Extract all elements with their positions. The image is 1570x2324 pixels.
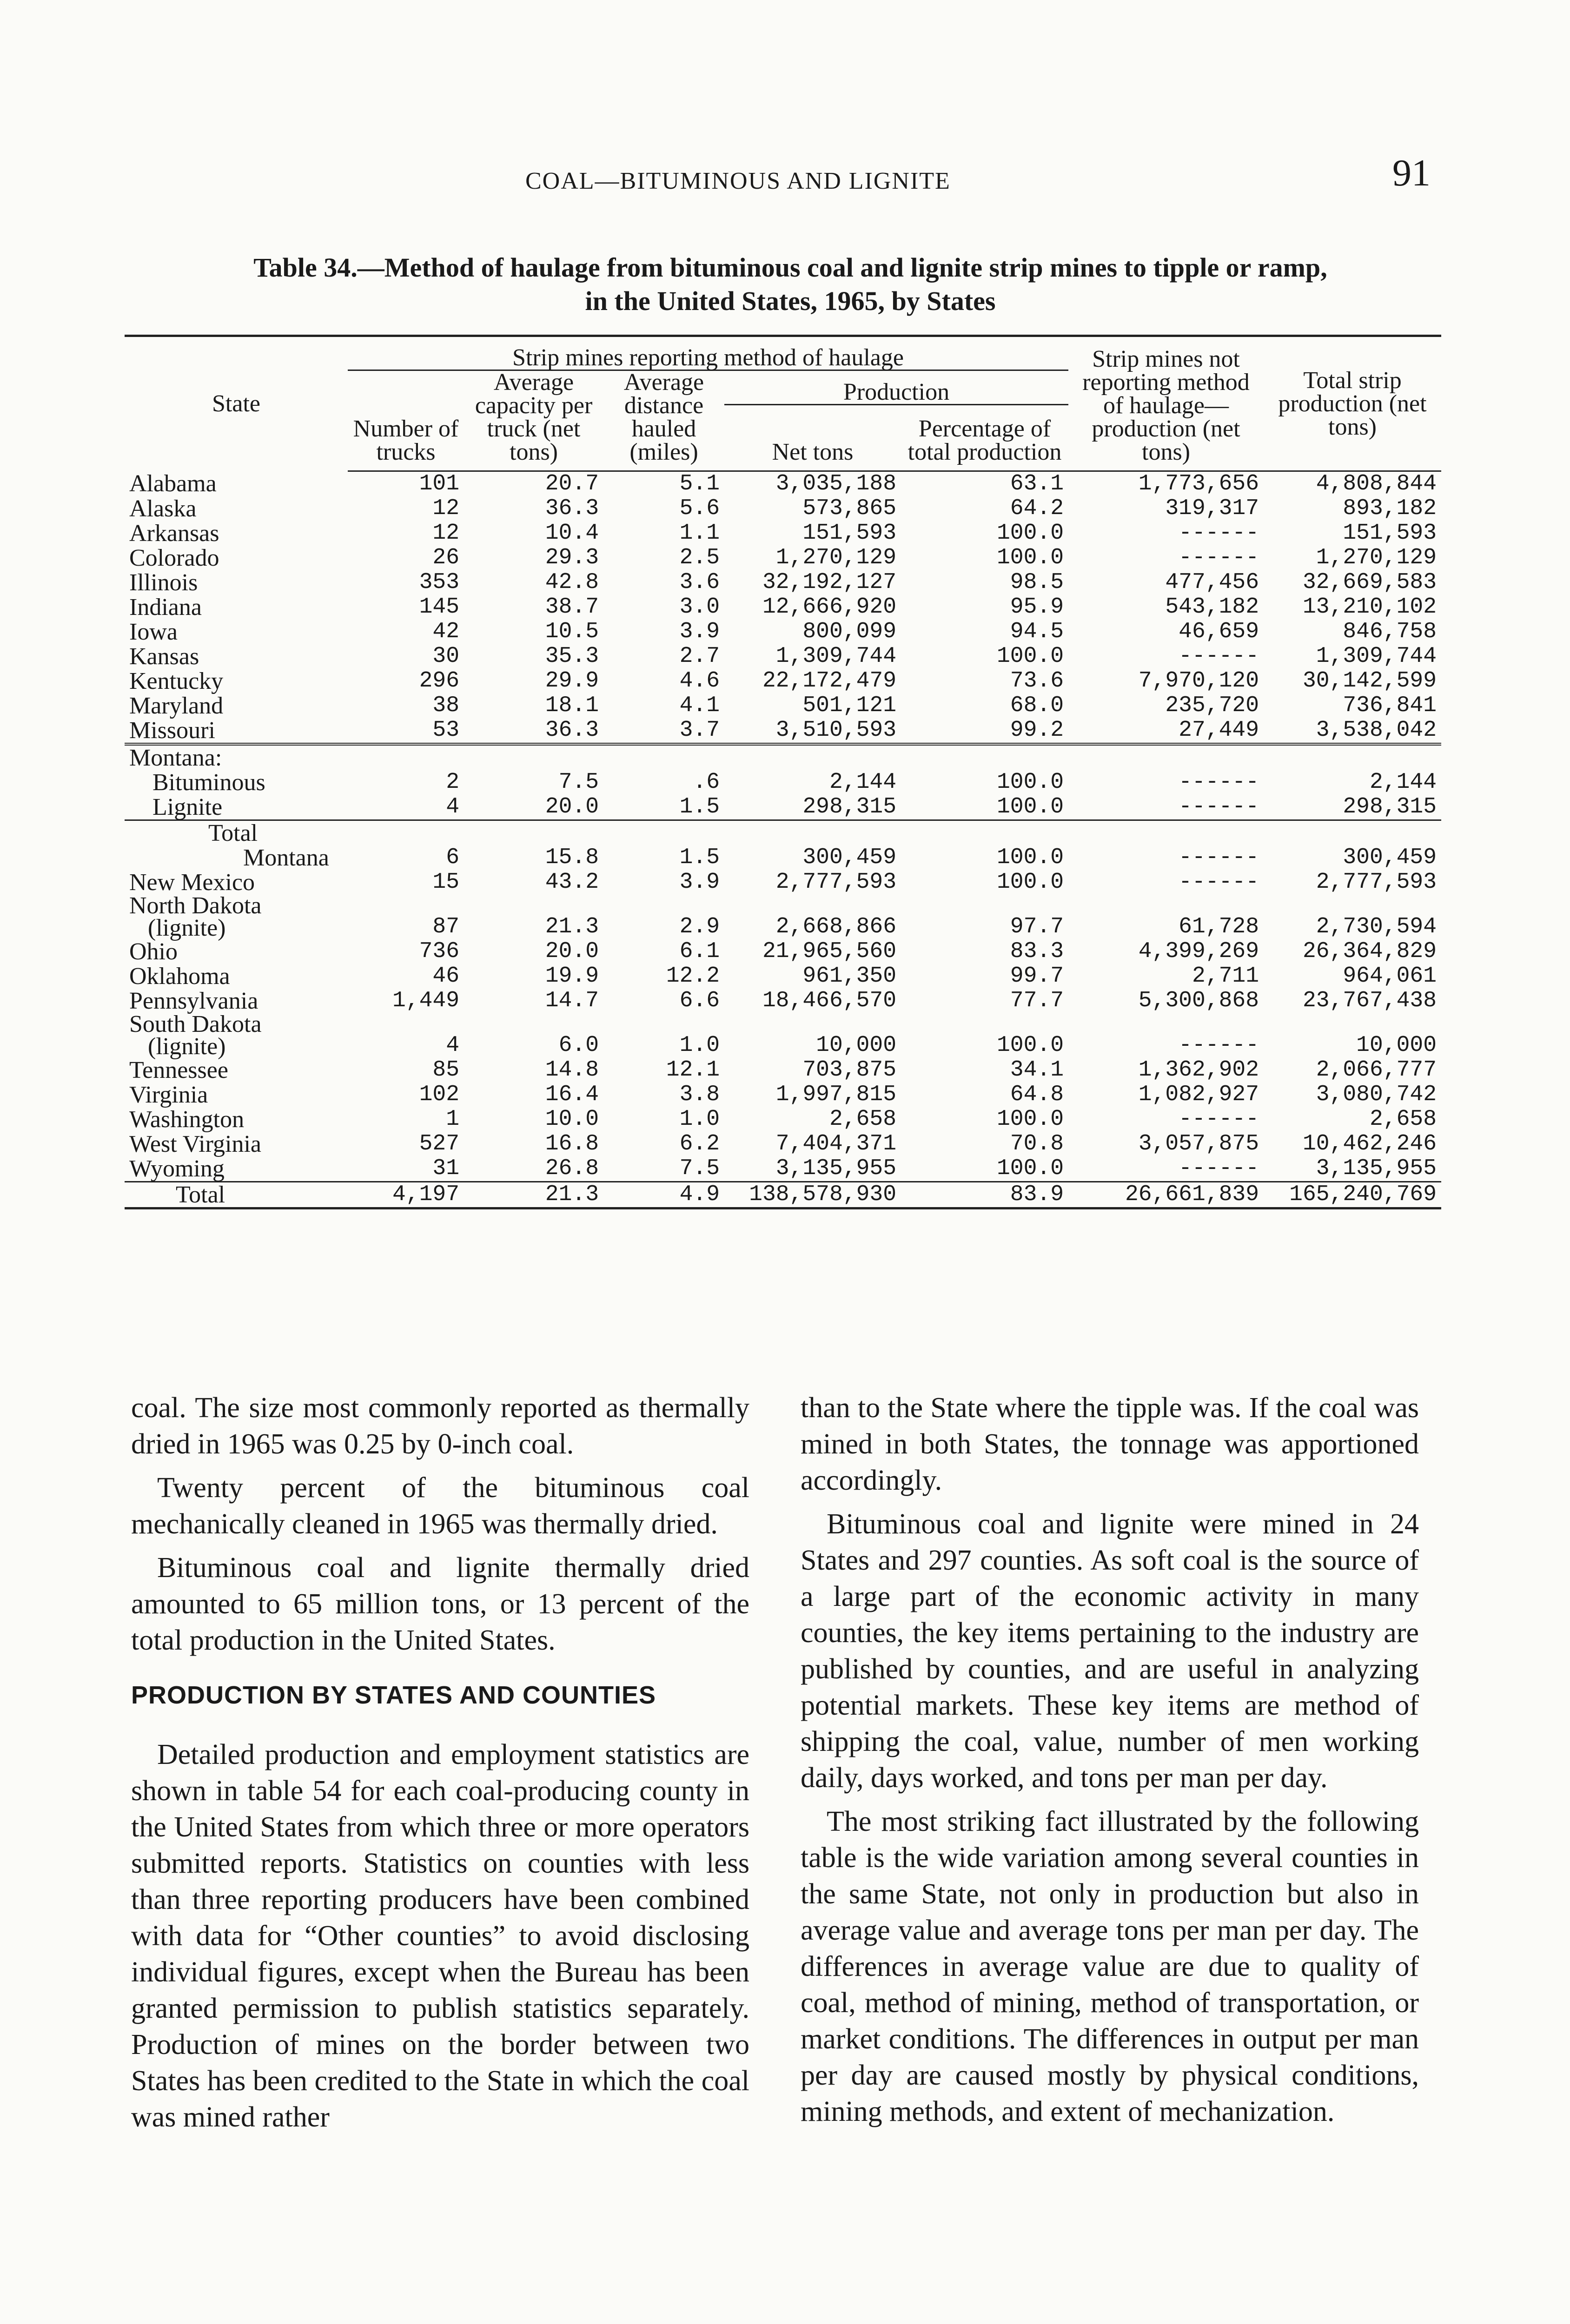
cell-net: 10,000 bbox=[816, 1033, 896, 1058]
state-cell bbox=[125, 644, 348, 669]
cell-total: 1,309,744 bbox=[1316, 644, 1437, 669]
cell-net: 2,668,866 bbox=[775, 914, 896, 939]
cell-dist: 3.7 bbox=[679, 718, 720, 743]
state-cell bbox=[125, 669, 348, 693]
cell-pct: 70.8 bbox=[1010, 1131, 1064, 1156]
montana-total-label-2: Montana bbox=[243, 845, 329, 871]
cell-pct: 99.2 bbox=[1010, 718, 1064, 743]
cell-dist: 3.0 bbox=[679, 594, 720, 620]
cell-dist: 5.6 bbox=[679, 496, 720, 521]
cell-total: 3,538,042 bbox=[1316, 718, 1437, 743]
cell-total: 10,462,246 bbox=[1302, 1131, 1437, 1156]
table-row bbox=[125, 693, 1441, 718]
state-name: North Dakota bbox=[129, 892, 262, 919]
state-name: Tennessee bbox=[129, 1057, 228, 1083]
paragraph: Bituminous coal and lignite were mined in 24 States and 297 counties. As soft coal is the source of a large part of the economic activity in many counties, the key items pertaining to the industry are published by counties, and are useful in analyzing potential markets. These key items are method of shipping the coal, value, number of men working daily, days worked, and tons per man per day. bbox=[801, 1508, 1419, 1794]
cell-notrep: 2,711 bbox=[1192, 964, 1259, 989]
cell-net: 1,270,129 bbox=[775, 545, 896, 570]
state-name: South Dakota bbox=[129, 1011, 262, 1037]
table-row bbox=[125, 964, 1441, 989]
cell-trucks: 6 bbox=[348, 820, 464, 871]
state-cell bbox=[125, 1058, 348, 1083]
cell-cap: 20.0 bbox=[545, 794, 599, 819]
cell-cap: 43.2 bbox=[545, 870, 599, 895]
state-name: New Mexico bbox=[129, 869, 255, 896]
cell-dist: 6.1 bbox=[679, 939, 720, 964]
table-row bbox=[125, 546, 1441, 570]
table-row bbox=[125, 1058, 1441, 1083]
state-subname: (lignite) bbox=[148, 1033, 226, 1060]
caption-line-1: Table 34.—Method of haulage from bituminous coal and lignite strip mines to tipple or ramp, bbox=[253, 252, 1327, 283]
state-name: Alaska bbox=[129, 495, 197, 522]
cell-trucks: 12 bbox=[432, 521, 459, 546]
table-row bbox=[125, 1013, 1441, 1058]
cell-cap: 21.3 bbox=[545, 914, 599, 939]
state-name: Arkansas bbox=[129, 520, 219, 547]
cell-net: 703,875 bbox=[802, 1057, 896, 1083]
state-cell bbox=[125, 1083, 348, 1107]
state-name: Bituminous bbox=[152, 769, 265, 796]
state-name: Iowa bbox=[129, 619, 178, 645]
cell-total: 4,808,844 bbox=[1316, 471, 1437, 496]
cell-notrep: 27,449 bbox=[1179, 718, 1259, 743]
cell-notrep: ------ bbox=[1179, 521, 1259, 546]
grand-total-row bbox=[125, 1182, 1441, 1208]
state-cell bbox=[125, 1182, 348, 1208]
cell-cap: 18.1 bbox=[545, 693, 599, 718]
cell-pct: 64.2 bbox=[1010, 496, 1064, 521]
header-state: State bbox=[125, 336, 348, 471]
table-row bbox=[125, 1107, 1441, 1132]
state-name: Maryland bbox=[129, 693, 224, 719]
table-row bbox=[125, 644, 1441, 669]
cell-cap: 21.3 bbox=[464, 1182, 603, 1208]
table-row bbox=[125, 718, 1441, 744]
cell-dist: 5.1 bbox=[679, 471, 720, 496]
state-cell bbox=[125, 989, 348, 1013]
table-row bbox=[125, 1083, 1441, 1107]
cell-pct: 68.0 bbox=[1010, 693, 1064, 718]
cell-notrep: 235,720 bbox=[1165, 693, 1259, 718]
cell-net: 151,593 bbox=[802, 521, 896, 546]
cell-trucks: 4,197 bbox=[348, 1182, 464, 1208]
cell-dist: 1.1 bbox=[679, 521, 720, 546]
cell-trucks: 145 bbox=[419, 594, 459, 620]
cell-pct: 100.0 bbox=[996, 1107, 1064, 1132]
cell-pct: 73.6 bbox=[1010, 668, 1064, 693]
cell-trucks: 1,449 bbox=[392, 988, 459, 1013]
state-name: Washington bbox=[129, 1106, 245, 1133]
cell-dist: 4.6 bbox=[679, 668, 720, 693]
cell-total: 300,459 bbox=[1264, 820, 1441, 871]
cell-notrep: 1,773,656 bbox=[1138, 471, 1259, 496]
cell-cap: 7.5 bbox=[558, 770, 599, 795]
cell-trucks: 4 bbox=[446, 1033, 459, 1058]
cell-pct: 98.5 bbox=[1010, 570, 1064, 595]
cell-net: 573,865 bbox=[802, 496, 896, 521]
header-avg-capacity: Average capacity per truck (net tons) bbox=[464, 370, 603, 471]
cell-total: 964,061 bbox=[1343, 964, 1437, 989]
cell-notrep: ------ bbox=[1179, 794, 1259, 819]
table-caption bbox=[139, 251, 1441, 318]
state-cell bbox=[125, 471, 348, 497]
cell-pct: 94.5 bbox=[1010, 619, 1064, 644]
cell-net: 1,309,744 bbox=[775, 644, 896, 669]
state-name: Kansas bbox=[129, 643, 199, 670]
cell-trucks: 87 bbox=[432, 914, 459, 939]
cell-notrep: 4,399,269 bbox=[1138, 939, 1259, 964]
state-cell bbox=[125, 1013, 348, 1058]
running-header: COAL—BITUMINOUS AND LIGNITE bbox=[525, 168, 951, 194]
state-cell bbox=[125, 693, 348, 718]
paragraph: Detailed production and employment statistics are shown in table 54 for each coal-producing county in the United States from which three or more operators submitted reports. Statistics on counties with less than three reporting producers have been combined with data for “Other counties” to avoid disclosing individual figures, except when the Bureau has been granted permission to publish statistics separately. Production of mines on the border between two States has been credited to the State in which the coal was mined rather bbox=[131, 1739, 749, 2133]
state-cell bbox=[125, 1107, 348, 1132]
cell-notrep: ------ bbox=[1068, 820, 1264, 871]
cell-net: 800,099 bbox=[802, 619, 896, 644]
cell-dist: 1.0 bbox=[679, 1033, 720, 1058]
cell-trucks: 4 bbox=[446, 794, 459, 819]
cell-pct: 34.1 bbox=[1010, 1057, 1064, 1083]
cell-dist: 3.9 bbox=[679, 870, 720, 895]
cell-cap: 36.3 bbox=[545, 718, 599, 743]
cell-notrep: 46,659 bbox=[1179, 619, 1259, 644]
montana-label-row bbox=[125, 744, 1441, 770]
text-column-left bbox=[131, 1390, 749, 2143]
cell-net: 298,315 bbox=[802, 794, 896, 819]
cell-net: 138,578,930 bbox=[724, 1182, 901, 1208]
table-row bbox=[125, 620, 1441, 644]
cell-cap: 20.0 bbox=[545, 939, 599, 964]
cell-cap: 38.7 bbox=[545, 594, 599, 620]
cell-total: 298,315 bbox=[1343, 794, 1437, 819]
cell-dist: 1.5 bbox=[603, 820, 724, 871]
state-cell bbox=[125, 892, 348, 941]
table-row bbox=[125, 521, 1441, 546]
header-not-reporting: Strip mines not reporting method of haulage—production (net tons) bbox=[1068, 336, 1264, 471]
cell-notrep: 1,082,927 bbox=[1138, 1082, 1259, 1107]
cell-dist: 7.5 bbox=[679, 1156, 720, 1181]
cell-trucks: 101 bbox=[419, 471, 459, 496]
cell-cap: 10.0 bbox=[545, 1107, 599, 1132]
table-row bbox=[125, 870, 1441, 895]
caption-line-2: in the United States, 1965, by States bbox=[585, 286, 996, 316]
table-row bbox=[125, 1156, 1441, 1182]
cell-dist: 2.7 bbox=[679, 644, 720, 669]
cell-cap: 20.7 bbox=[545, 471, 599, 496]
cell-net: 1,997,815 bbox=[775, 1082, 896, 1107]
state-cell bbox=[125, 870, 348, 895]
state-name: Illinois bbox=[129, 569, 198, 596]
cell-notrep: 61,728 bbox=[1179, 914, 1259, 939]
state-name: Ohio bbox=[129, 938, 178, 965]
paragraph: coal. The size most commonly reported as thermally dried in 1965 was 0.25 by 0-inch coal. bbox=[131, 1392, 749, 1460]
state-subname: (lignite) bbox=[148, 915, 226, 941]
table-row bbox=[125, 939, 1441, 964]
header-number-trucks: Number of trucks bbox=[348, 370, 464, 471]
cell-dist: 1.0 bbox=[679, 1107, 720, 1132]
cell-notrep: ------ bbox=[1179, 1033, 1259, 1058]
cell-notrep: 5,300,868 bbox=[1138, 988, 1259, 1013]
cell-total: 23,767,438 bbox=[1302, 988, 1437, 1013]
cell-notrep: ------ bbox=[1179, 644, 1259, 669]
cell-trucks: 42 bbox=[432, 619, 459, 644]
cell-total: 736,841 bbox=[1343, 693, 1437, 718]
cell-pct: 64.8 bbox=[1010, 1082, 1064, 1107]
cell-net: 22,172,479 bbox=[762, 668, 896, 693]
state-name: Kentucky bbox=[129, 668, 224, 694]
state-name: Indiana bbox=[129, 594, 202, 621]
cell-pct: 100.0 bbox=[996, 770, 1064, 795]
text-column-right bbox=[801, 1390, 1419, 2137]
state-cell bbox=[125, 964, 348, 989]
state-name: Oklahoma bbox=[129, 963, 230, 990]
cell-total: 151,593 bbox=[1343, 521, 1437, 546]
cell-pct: 77.7 bbox=[1010, 988, 1064, 1013]
cell-cap: 36.3 bbox=[545, 496, 599, 521]
state-name: Missouri bbox=[129, 717, 215, 744]
header-production: Production bbox=[724, 370, 1068, 405]
cell-net: 18,466,570 bbox=[762, 988, 896, 1013]
montana-label: Montana: bbox=[125, 744, 1441, 770]
cell-pct: 100.0 bbox=[996, 644, 1064, 669]
cell-pct: 63.1 bbox=[1010, 471, 1064, 496]
cell-net: 32,192,127 bbox=[762, 570, 896, 595]
cell-total: 2,777,593 bbox=[1316, 870, 1437, 895]
cell-net: 2,777,593 bbox=[775, 870, 896, 895]
cell-trucks: 26 bbox=[432, 545, 459, 570]
cell-total: 2,066,777 bbox=[1316, 1057, 1437, 1083]
montana-total-label-1: Total bbox=[208, 820, 258, 846]
cell-trucks: 38 bbox=[432, 693, 459, 718]
cell-notrep: ------ bbox=[1179, 1107, 1259, 1132]
cell-cap: 19.9 bbox=[545, 964, 599, 989]
state-cell bbox=[125, 795, 348, 820]
montana-total-row bbox=[125, 820, 1441, 871]
cell-pct: 99.7 bbox=[1010, 964, 1064, 989]
cell-cap: 42.8 bbox=[545, 570, 599, 595]
cell-pct: 100.0 bbox=[901, 820, 1068, 871]
header-pct-total: Percentage of total production bbox=[901, 405, 1068, 471]
cell-pct: 100.0 bbox=[996, 545, 1064, 570]
cell-dist: 12.2 bbox=[666, 964, 720, 989]
state-cell bbox=[125, 546, 348, 570]
table-row bbox=[125, 496, 1441, 521]
cell-trucks: 2 bbox=[446, 770, 459, 795]
cell-dist: 6.6 bbox=[679, 988, 720, 1013]
cell-net: 2,658 bbox=[829, 1107, 896, 1132]
cell-dist: 3.9 bbox=[679, 619, 720, 644]
table-row bbox=[125, 595, 1441, 620]
cell-total: 1,270,129 bbox=[1316, 545, 1437, 570]
cell-net: 2,144 bbox=[829, 770, 896, 795]
paragraph: The most striking fact illustrated by the following table is the wide variation among several counties in the same State, not only in production but also in average value and average tons per man per day. The differences in average value are due to quality of coal, method of mining, method of transportation, or market conditions. The differences in output per man per day are caused mostly by physical conditions, mining methods, and extent of mechanization. bbox=[801, 1806, 1419, 2127]
cell-trucks: 53 bbox=[432, 718, 459, 743]
cell-cap: 6.0 bbox=[558, 1033, 599, 1058]
cell-total: 26,364,829 bbox=[1302, 939, 1437, 964]
cell-pct: 100.0 bbox=[996, 1156, 1064, 1181]
cell-notrep: 1,362,902 bbox=[1138, 1057, 1259, 1083]
cell-notrep: 477,456 bbox=[1165, 570, 1259, 595]
state-cell bbox=[125, 718, 348, 744]
state-cell bbox=[125, 595, 348, 620]
table-row bbox=[125, 989, 1441, 1013]
state-name: West Virginia bbox=[129, 1131, 261, 1157]
cell-dist: 1.5 bbox=[679, 794, 720, 819]
table-row bbox=[125, 570, 1441, 595]
cell-cap: 29.9 bbox=[545, 668, 599, 693]
cell-notrep: ------ bbox=[1179, 1156, 1259, 1181]
paragraph: Bituminous coal and lignite thermally dried amounted to 65 million tons, or 13 percent of the total production in the United States. bbox=[131, 1552, 749, 1656]
cell-cap: 26.8 bbox=[545, 1156, 599, 1181]
cell-total: 3,135,955 bbox=[1316, 1156, 1437, 1181]
cell-cap: 15.8 bbox=[464, 820, 603, 871]
cell-notrep: ------ bbox=[1179, 870, 1259, 895]
state-name: Alabama bbox=[129, 470, 217, 497]
cell-trucks: 85 bbox=[432, 1057, 459, 1083]
cell-pct: 97.7 bbox=[1010, 914, 1064, 939]
cell-cap: 16.4 bbox=[545, 1082, 599, 1107]
cell-total: 3,080,742 bbox=[1316, 1082, 1437, 1107]
paragraph: Twenty percent of the bituminous coal mechanically cleaned in 1965 was thermally dried. bbox=[131, 1472, 749, 1540]
cell-notrep: 26,661,839 bbox=[1068, 1182, 1264, 1208]
cell-notrep: ------ bbox=[1179, 545, 1259, 570]
cell-dist: 4.9 bbox=[603, 1182, 724, 1208]
cell-pct: 100.0 bbox=[996, 521, 1064, 546]
cell-trucks: 102 bbox=[419, 1082, 459, 1107]
cell-trucks: 736 bbox=[419, 939, 459, 964]
cell-notrep: 319,317 bbox=[1165, 496, 1259, 521]
header-net-tons: Net tons bbox=[724, 405, 901, 471]
cell-pct: 95.9 bbox=[1010, 594, 1064, 620]
cell-net: 21,965,560 bbox=[762, 939, 896, 964]
cell-total: 13,210,102 bbox=[1302, 594, 1437, 620]
cell-notrep: ------ bbox=[1179, 770, 1259, 795]
cell-net: 3,510,593 bbox=[775, 718, 896, 743]
cell-total: 32,669,583 bbox=[1302, 570, 1437, 595]
cell-trucks: 12 bbox=[432, 496, 459, 521]
cell-dist: .6 bbox=[693, 770, 720, 795]
cell-total: 846,758 bbox=[1343, 619, 1437, 644]
cell-total: 165,240,769 bbox=[1264, 1182, 1441, 1208]
cell-dist: 2.5 bbox=[679, 545, 720, 570]
cell-total: 2,144 bbox=[1369, 770, 1437, 795]
header-group: Strip mines reporting method of haulage bbox=[348, 336, 1068, 370]
paragraph: than to the State where the tipple was. If the coal was mined in both States, the tonnage was apportioned accordingly. bbox=[801, 1392, 1419, 1496]
cell-trucks: 1 bbox=[446, 1107, 459, 1132]
cell-notrep: 7,970,120 bbox=[1138, 668, 1259, 693]
state-cell bbox=[125, 620, 348, 644]
montana-total-label bbox=[125, 820, 348, 871]
cell-net: 961,350 bbox=[802, 964, 896, 989]
cell-dist: 3.8 bbox=[679, 1082, 720, 1107]
state-cell bbox=[125, 570, 348, 595]
cell-cap: 14.8 bbox=[545, 1057, 599, 1083]
table-row bbox=[125, 1132, 1441, 1156]
cell-net: 501,121 bbox=[802, 693, 896, 718]
cell-total: 2,658 bbox=[1369, 1107, 1437, 1132]
state-name: Wyoming bbox=[129, 1155, 225, 1182]
cell-trucks: 30 bbox=[432, 644, 459, 669]
cell-trucks: 353 bbox=[419, 570, 459, 595]
cell-net: 7,404,371 bbox=[775, 1131, 896, 1156]
cell-cap: 16.8 bbox=[545, 1131, 599, 1156]
cell-net: 300,459 bbox=[724, 820, 901, 871]
cell-trucks: 31 bbox=[432, 1156, 459, 1181]
table-row bbox=[125, 669, 1441, 693]
table-row bbox=[125, 895, 1441, 939]
state-name: Lignite bbox=[152, 794, 223, 820]
cell-cap: 10.4 bbox=[545, 521, 599, 546]
header-avg-distance: Average distance hauled (miles) bbox=[603, 370, 724, 471]
cell-total: 30,142,599 bbox=[1302, 668, 1437, 693]
cell-dist: 3.6 bbox=[679, 570, 720, 595]
state-cell bbox=[125, 770, 348, 795]
cell-net: 12,666,920 bbox=[762, 594, 896, 620]
cell-dist: 2.9 bbox=[679, 914, 720, 939]
cell-pct: 100.0 bbox=[996, 794, 1064, 819]
cell-total: 10,000 bbox=[1356, 1033, 1437, 1058]
state-cell bbox=[125, 939, 348, 964]
state-cell bbox=[125, 496, 348, 521]
cell-notrep: 3,057,875 bbox=[1138, 1131, 1259, 1156]
cell-dist: 6.2 bbox=[679, 1131, 720, 1156]
cell-cap: 29.3 bbox=[545, 545, 599, 570]
cell-net: 3,135,955 bbox=[775, 1156, 896, 1181]
cell-dist: 4.1 bbox=[679, 693, 720, 718]
table-row bbox=[125, 471, 1441, 497]
cell-pct: 83.9 bbox=[901, 1182, 1068, 1208]
cell-dist: 12.1 bbox=[666, 1057, 720, 1083]
table-row bbox=[125, 795, 1441, 820]
cell-net: 3,035,188 bbox=[775, 471, 896, 496]
state-name: Colorado bbox=[129, 545, 219, 571]
cell-pct: 100.0 bbox=[996, 1033, 1064, 1058]
haulage-table bbox=[125, 335, 1441, 1209]
cell-notrep: 543,182 bbox=[1165, 594, 1259, 620]
cell-pct: 100.0 bbox=[996, 870, 1064, 895]
cell-trucks: 46 bbox=[432, 964, 459, 989]
state-cell bbox=[125, 521, 348, 546]
state-name: Total bbox=[176, 1182, 225, 1208]
header-total-strip: Total strip production (net tons) bbox=[1264, 336, 1441, 471]
cell-cap: 10.5 bbox=[545, 619, 599, 644]
cell-trucks: 15 bbox=[432, 870, 459, 895]
state-cell bbox=[125, 1156, 348, 1182]
table-row bbox=[125, 770, 1441, 795]
cell-trucks: 296 bbox=[419, 668, 459, 693]
section-title: PRODUCTION BY STATES AND COUNTIES bbox=[131, 1681, 656, 1709]
cell-trucks: 527 bbox=[419, 1131, 459, 1156]
cell-total: 893,182 bbox=[1343, 496, 1437, 521]
page-number: 91 bbox=[1392, 152, 1431, 194]
cell-cap: 14.7 bbox=[545, 988, 599, 1013]
state-cell bbox=[125, 1132, 348, 1156]
state-name: Virginia bbox=[129, 1082, 208, 1108]
cell-pct: 83.3 bbox=[1010, 939, 1064, 964]
cell-total: 2,730,594 bbox=[1316, 914, 1437, 939]
cell-cap: 35.3 bbox=[545, 644, 599, 669]
state-name: Pennsylvania bbox=[129, 988, 258, 1014]
